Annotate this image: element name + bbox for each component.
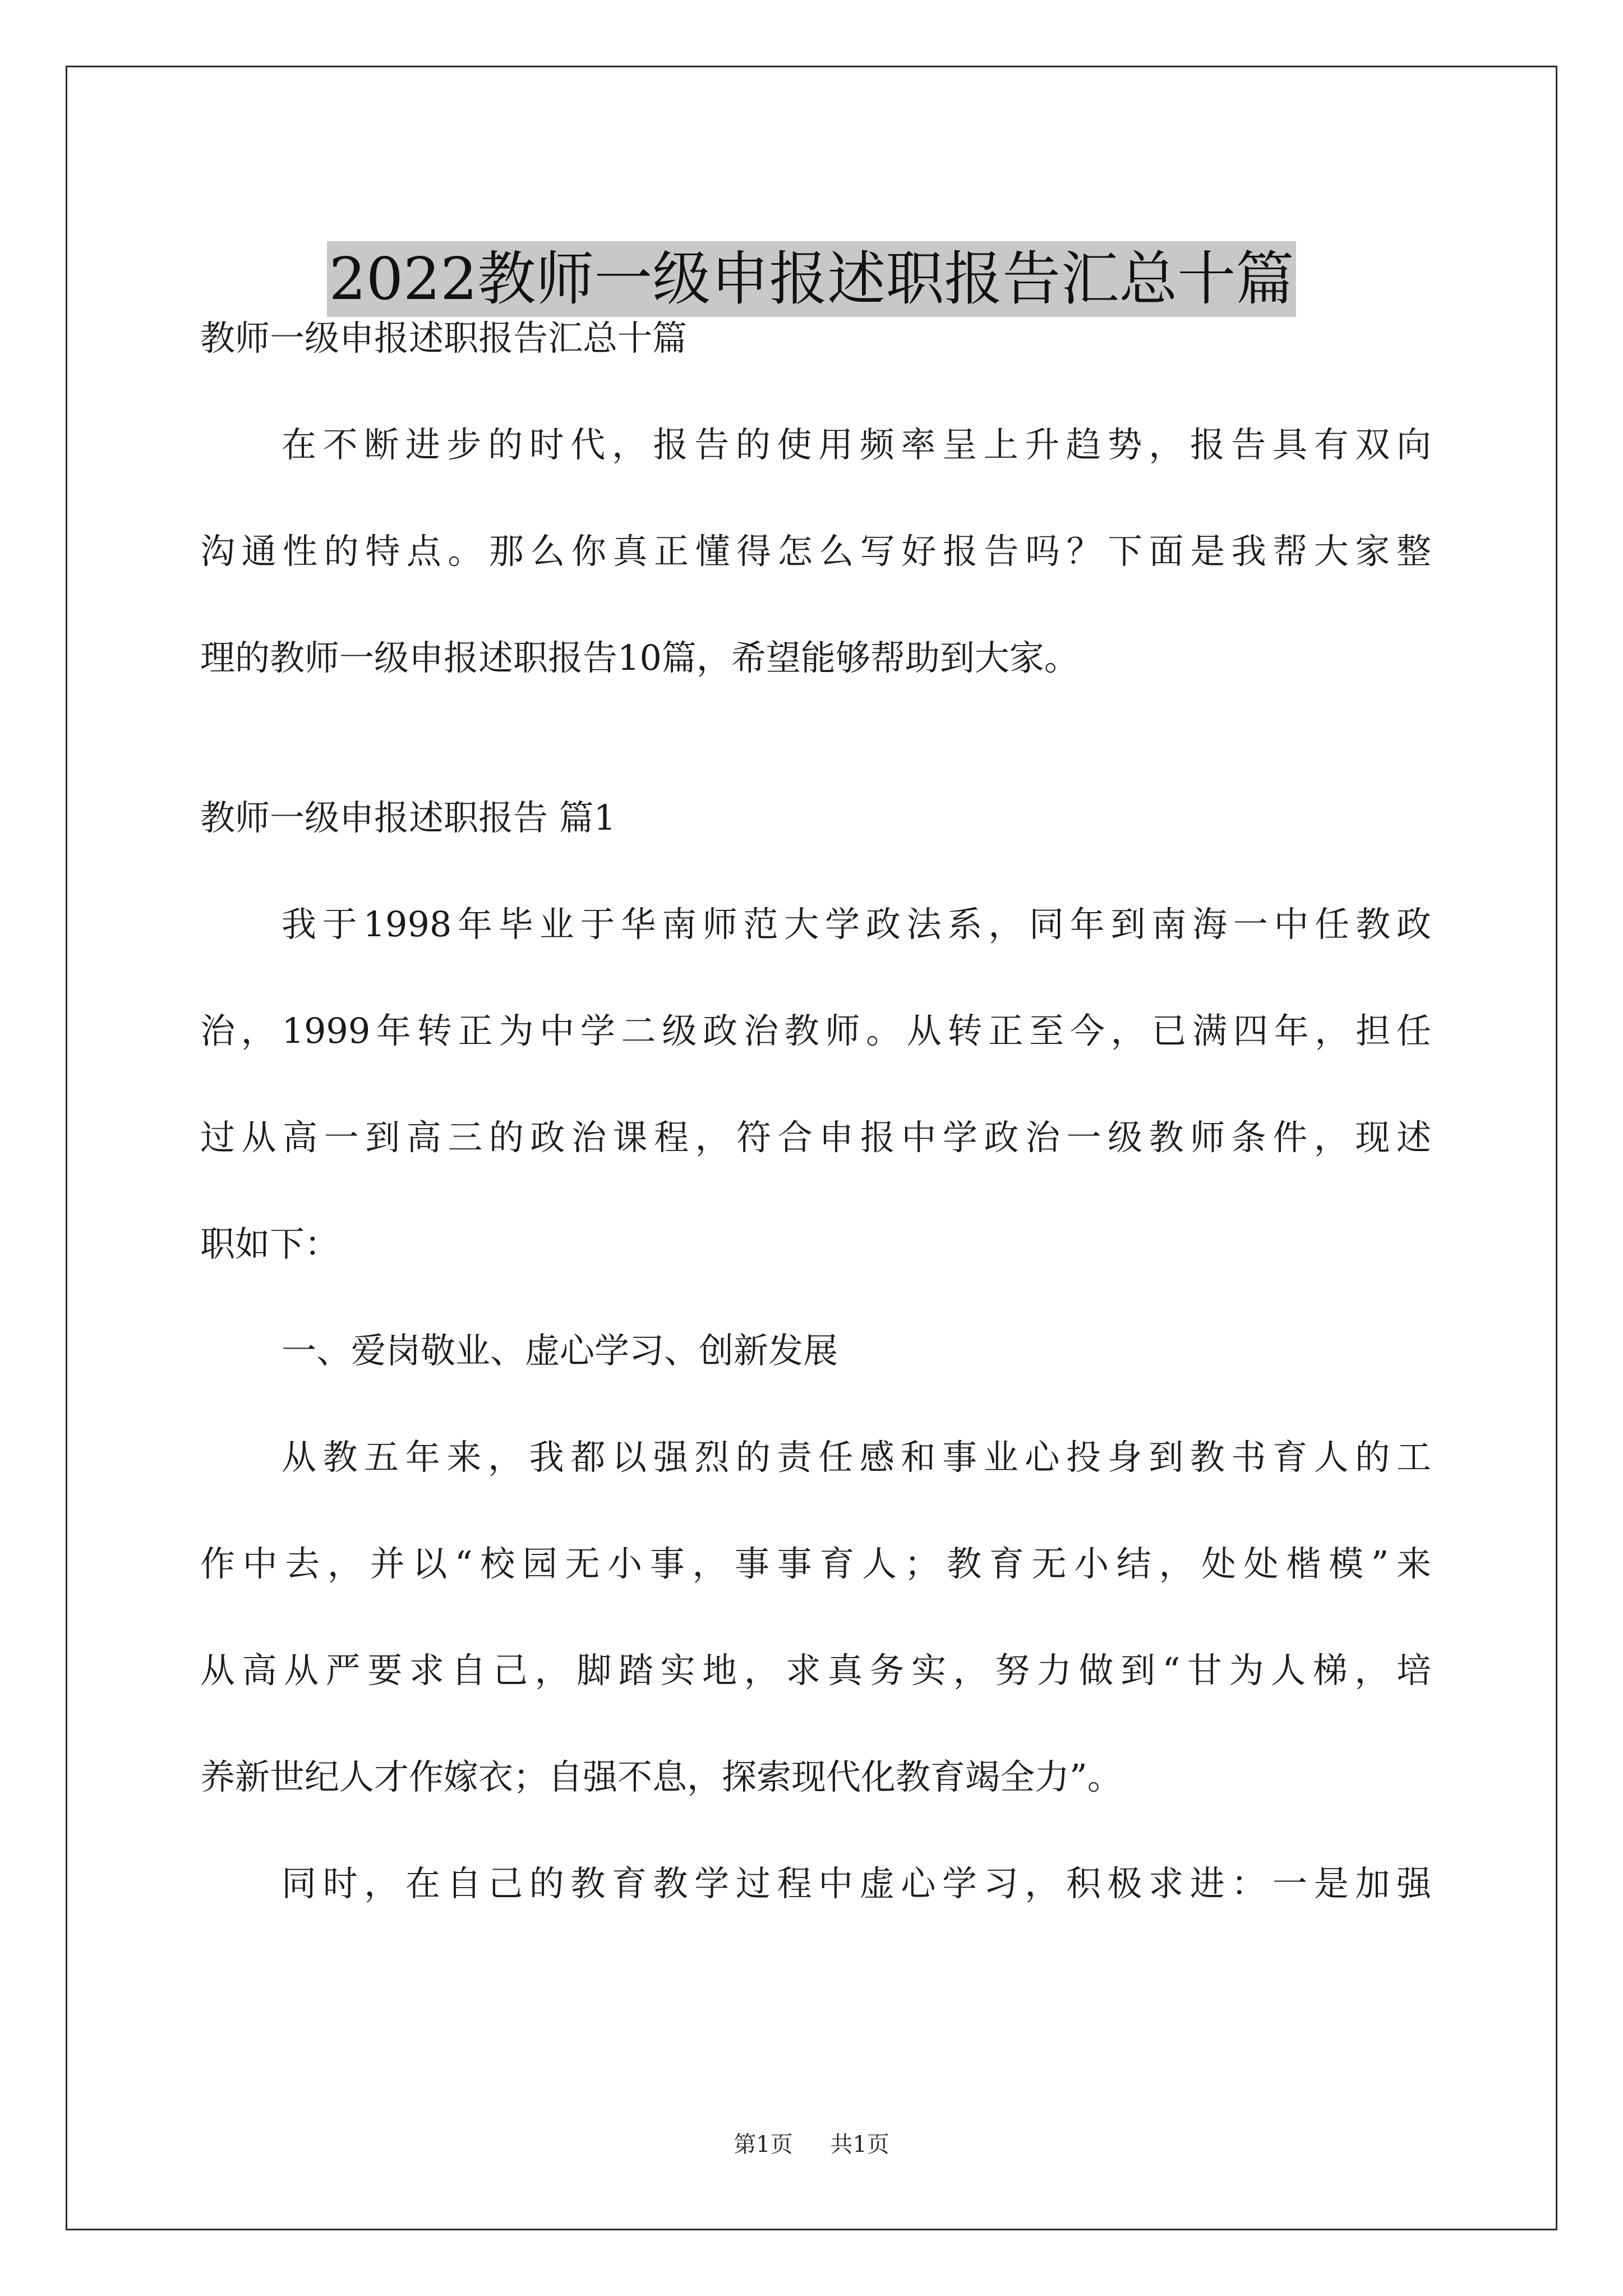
- paragraph-line: 同时，在自己的教育教学过程中虚心学习，积极求进：一是加强: [282, 1863, 1431, 1904]
- intro-line: 理的教师一级申报述职报告10篇，希望能够帮助到大家。: [200, 637, 1079, 678]
- document-body: [200, 311, 1431, 1910]
- intro-line: 在不断进步的时代，报告的使用频率呈上升趋势，报告具有双向: [282, 424, 1431, 465]
- paragraph-line: 过从高一到高三的政治课程，符合申报中学政治一级教师条件，现述: [200, 1117, 1431, 1158]
- paragraph-line: 职如下：: [200, 1223, 340, 1264]
- paragraph-line: 我于1998年毕业于华南师范大学政法系，同年到南海一中任教政: [282, 904, 1431, 945]
- page-footer: [0, 2130, 1623, 2159]
- paragraph-line: 从高从严要求自己，脚踏实地，求真务实，努力做到“甘为人梯，培: [200, 1650, 1431, 1691]
- document-title: 2022教师一级申报述职报告汇总十篇: [327, 241, 1297, 317]
- intro-line: 沟通性的特点。那么你真正懂得怎么写好报告吗？下面是我帮大家整: [200, 531, 1431, 572]
- paragraph-line: 作中去，并以“校园无小事，事事育人；教育无小结，处处楷模”来: [200, 1543, 1431, 1584]
- page-number-total: 共1页: [830, 2132, 889, 2157]
- paragraph-line: 从教五年来，我都以强烈的责任感和事业心投身到教书育人的工: [282, 1437, 1431, 1478]
- page-number-current: 第1页: [734, 2132, 793, 2157]
- sub-heading: 一、爱岗敬业、虚心学习、创新发展: [282, 1330, 838, 1371]
- paragraph-line: 治，1999年转正为中学二级政治教师。从转正至今，已满四年，担任: [200, 1010, 1431, 1051]
- paragraph-line: 养新世纪人才作嫁衣；自强不息，探索现代化教育竭全力”。: [200, 1756, 1122, 1797]
- document-subtitle: 教师一级申报述职报告汇总十篇: [200, 318, 688, 358]
- section-heading: 教师一级申报述职报告 篇1: [200, 797, 616, 838]
